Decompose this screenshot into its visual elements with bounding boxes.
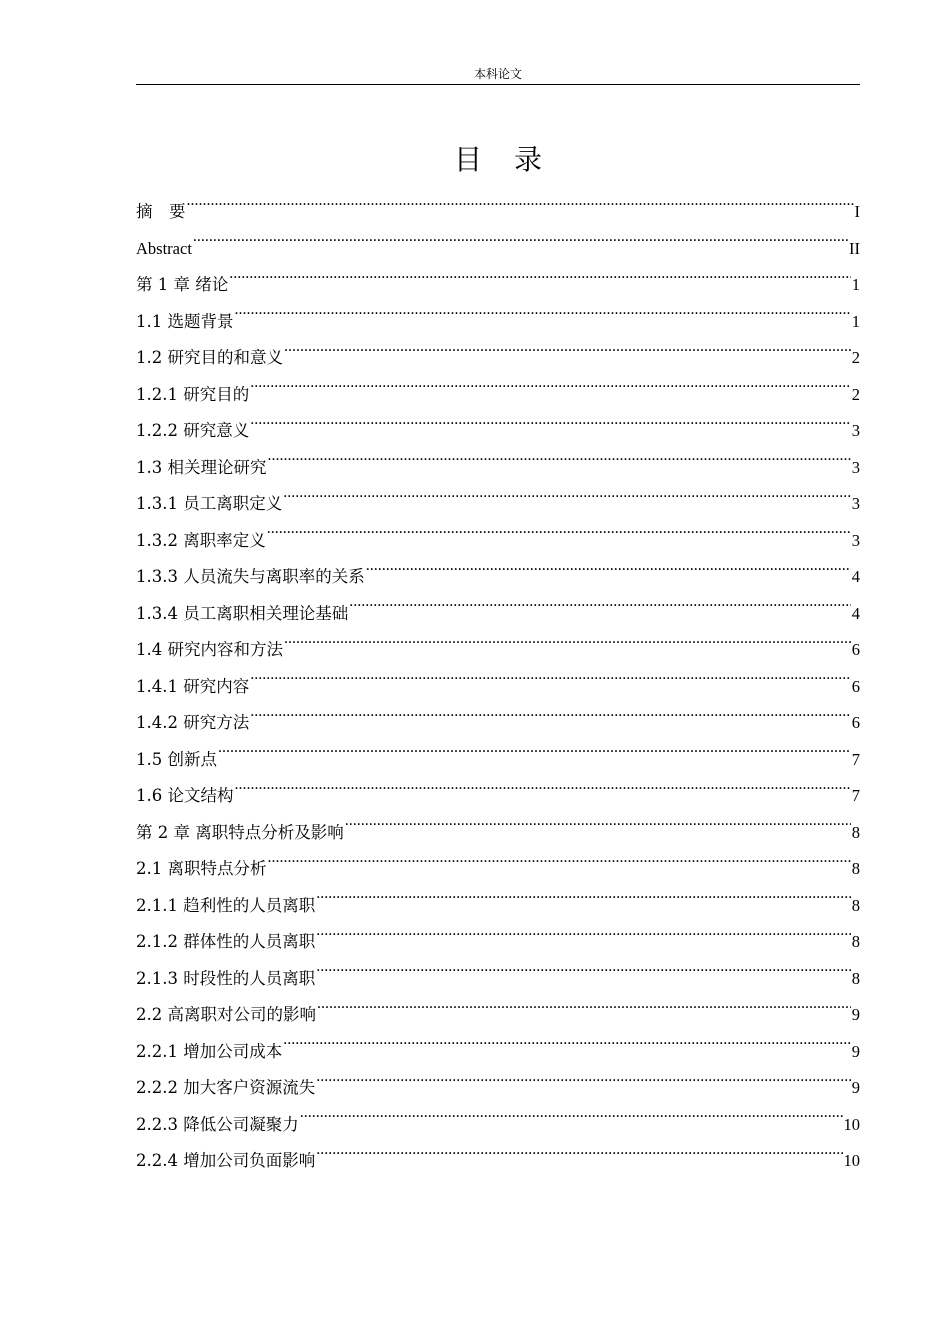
- toc-entry-label: 1.3 相关理论研究: [136, 457, 267, 477]
- toc-entry-page: 8: [851, 859, 860, 878]
- toc-entry-1-2-2[interactable]: [136, 413, 860, 450]
- toc-leader-dots: [267, 529, 851, 546]
- toc-entry-page: 6: [851, 676, 860, 696]
- toc-leader-dots: [235, 310, 851, 327]
- toc-entry-page: 9: [851, 1041, 860, 1061]
- toc-leader-dots: [317, 1004, 851, 1021]
- toc-entry-page: 8: [851, 822, 860, 842]
- toc-leader-dots: [250, 383, 851, 400]
- toc-entry-page: 8: [851, 895, 860, 915]
- header-rule: [136, 84, 860, 85]
- toc-entry-1-1[interactable]: [136, 304, 860, 341]
- toc-entry-page: 10: [843, 1114, 860, 1134]
- toc-entry-page: 4: [851, 567, 860, 586]
- toc-leader-dots: [193, 237, 848, 254]
- toc-leader-dots: [316, 967, 851, 984]
- toc-entry-1-2-1[interactable]: [136, 377, 860, 414]
- toc-entry-page: 9: [851, 1005, 860, 1024]
- toc-entry-page: 6: [851, 713, 860, 732]
- toc-leader-dots: [366, 566, 851, 583]
- toc-entry-label: 1.4.2 研究方法: [136, 713, 250, 732]
- toc-entry-2-2-1[interactable]: [136, 1034, 860, 1071]
- toc-leader-dots: [235, 785, 851, 802]
- toc-entry-label: 摘 要: [136, 202, 186, 221]
- toc-entry-label: 2.2.3 降低公司凝聚力: [136, 1114, 299, 1134]
- toc-entry-chapter-1[interactable]: [136, 267, 860, 304]
- toc-entry-1-3[interactable]: [136, 450, 860, 487]
- toc-entry-label: 1.2.2 研究意义: [136, 421, 250, 440]
- toc-entry-label: 1.4.1 研究内容: [136, 676, 250, 696]
- toc-entry-1-4-1[interactable]: [136, 669, 860, 706]
- toc-entry-chapter-2[interactable]: [136, 815, 860, 852]
- toc-entry-label: 1.2 研究目的和意义: [136, 348, 283, 367]
- toc-entry-page: 6: [851, 640, 860, 659]
- toc-entry-page: 8: [851, 968, 860, 988]
- toc-entry-label: 2.1.1 趋利性的人员离职: [136, 895, 316, 915]
- toc-entry-page: 7: [851, 749, 860, 769]
- toc-entry-page: 10: [843, 1151, 860, 1170]
- toc-entry-page: 8: [851, 932, 860, 951]
- toc-leader-dots: [345, 821, 851, 838]
- toc-entry-page: 1: [851, 275, 860, 294]
- toc-leader-dots: [316, 931, 851, 948]
- toc-entry-label: 1.3.2 离职率定义: [136, 530, 266, 550]
- toc-entry-label: 1.5 创新点: [136, 749, 217, 769]
- toc-leader-dots: [268, 456, 851, 473]
- toc-entry-2-1-2[interactable]: [136, 924, 860, 961]
- toc-leader-dots: [250, 675, 851, 692]
- toc-entry-label: 2.1.3 时段性的人员离职: [136, 968, 316, 988]
- toc-entry-label: 1.1 选题背景: [136, 311, 234, 331]
- toc-entry-1-2[interactable]: [136, 340, 860, 377]
- toc-leader-dots: [218, 748, 851, 765]
- toc-entry-2-2[interactable]: [136, 997, 860, 1034]
- toc-entry-1-3-3[interactable]: [136, 559, 860, 596]
- toc-entry-label: 1.3.4 员工离职相关理论基础: [136, 603, 349, 623]
- table-of-contents: [136, 194, 860, 1180]
- toc-leader-dots: [349, 602, 851, 619]
- toc-leader-dots: [316, 1150, 842, 1167]
- toc-entry-page: 1: [851, 311, 860, 331]
- toc-entry-page: 9: [851, 1078, 860, 1097]
- toc-entry-label: 2.2.1 增加公司成本: [136, 1041, 283, 1061]
- toc-entry-label: 2.2.4 增加公司负面影响: [136, 1151, 316, 1170]
- toc-entry-2-2-3[interactable]: [136, 1107, 860, 1144]
- toc-leader-dots: [187, 201, 854, 218]
- toc-entry-abstract-cn[interactable]: [136, 194, 860, 231]
- toc-entry-1-3-1[interactable]: [136, 486, 860, 523]
- toc-leader-dots: [250, 420, 851, 437]
- toc-entry-label: 第 2 章 离职特点分析及影响: [136, 822, 344, 842]
- toc-entry-1-3-4[interactable]: [136, 596, 860, 633]
- toc-entry-page: 3: [851, 494, 860, 513]
- toc-leader-dots: [300, 1113, 843, 1130]
- toc-entry-label: 2.2 高离职对公司的影响: [136, 1005, 316, 1024]
- toc-entry-1-4[interactable]: [136, 632, 860, 669]
- toc-entry-1-4-2[interactable]: [136, 705, 860, 742]
- toc-leader-dots: [250, 712, 851, 729]
- toc-entry-page: 3: [851, 421, 860, 440]
- toc-entry-label: 1.4 研究内容和方法: [136, 640, 283, 659]
- toc-leader-dots: [284, 639, 851, 656]
- toc-entry-2-1-3[interactable]: [136, 961, 860, 998]
- toc-leader-dots: [283, 1040, 851, 1057]
- toc-entry-2-2-2[interactable]: [136, 1070, 860, 1107]
- toc-entry-label: Abstract: [136, 238, 192, 258]
- toc-entry-label: 2.1.2 群体性的人员离职: [136, 932, 316, 951]
- toc-entry-1-5[interactable]: [136, 742, 860, 779]
- toc-entry-label: 1.3.1 员工离职定义: [136, 494, 283, 513]
- toc-leader-dots: [284, 347, 851, 364]
- toc-entry-label: 1.6 论文结构: [136, 786, 234, 805]
- toc-leader-dots: [316, 1077, 851, 1094]
- toc-entry-label: 2.2.2 加大客户资源流失: [136, 1078, 316, 1097]
- toc-entry-page: 7: [851, 786, 860, 805]
- toc-leader-dots: [316, 894, 851, 911]
- toc-entry-2-2-4[interactable]: [136, 1143, 860, 1180]
- toc-leader-dots: [283, 493, 851, 510]
- toc-entry-page: 3: [851, 530, 860, 550]
- toc-entry-label: 1.2.1 研究目的: [136, 384, 250, 404]
- toc-entry-page: I: [854, 202, 860, 221]
- toc-entry-2-1-1[interactable]: [136, 888, 860, 925]
- toc-entry-label: 2.1 离职特点分析: [136, 859, 267, 878]
- toc-entry-abstract-en[interactable]: [136, 231, 860, 268]
- toc-entry-2-1[interactable]: [136, 851, 860, 888]
- toc-entry-1-6[interactable]: [136, 778, 860, 815]
- toc-entry-label: 第 1 章 绪论: [136, 275, 229, 294]
- toc-entry-1-3-2[interactable]: [136, 523, 860, 560]
- toc-entry-page: 2: [851, 384, 860, 404]
- running-header: 本科论文: [473, 67, 522, 81]
- toc-entry-label: 1.3.3 人员流失与离职率的关系: [136, 567, 365, 586]
- toc-entry-page: 4: [851, 603, 860, 623]
- toc-leader-dots: [268, 858, 851, 875]
- toc-title: 目录: [453, 143, 574, 176]
- toc-entry-page: 2: [851, 348, 860, 367]
- toc-leader-dots: [229, 274, 851, 291]
- toc-entry-page: 3: [851, 457, 860, 477]
- toc-entry-page: II: [849, 238, 860, 258]
